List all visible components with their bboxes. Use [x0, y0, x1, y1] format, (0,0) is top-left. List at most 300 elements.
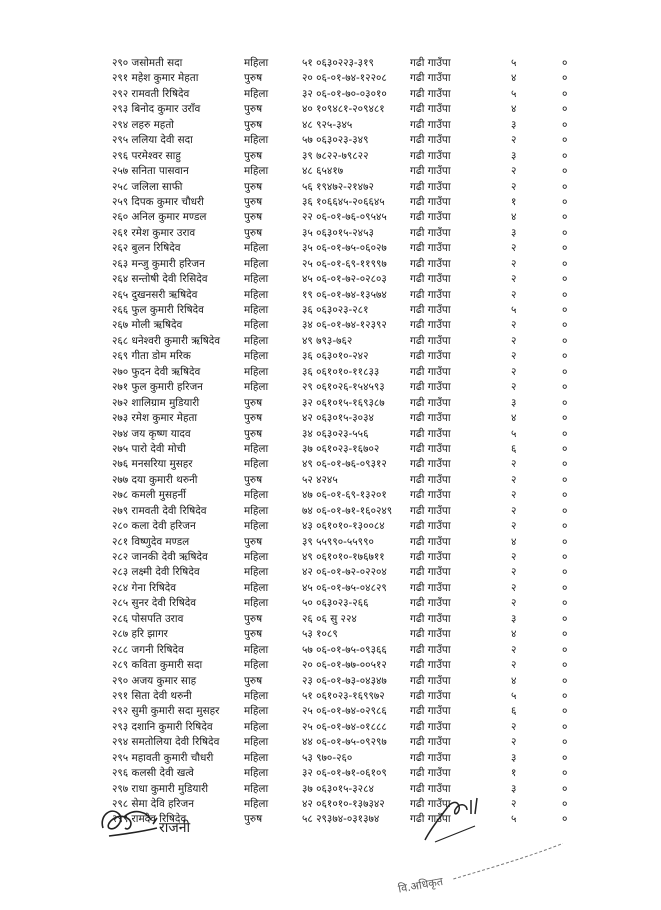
row-id: ३२ ०६-०१-७०-०३०१०	[302, 87, 387, 100]
row-zero: ०	[562, 720, 568, 733]
table-row	[0, 689, 661, 704]
row-id: ३७ ०६३०१५-३२८४	[302, 782, 374, 795]
row-id: ३२ ०६-०१-७१-०६१०९	[302, 767, 387, 780]
row-name: २९४ लहरु महतो	[112, 118, 174, 131]
row-id: ४० १०९४८१-२०९४८१	[302, 103, 385, 116]
row-id: ५७ ०६-०१-७५-०९३६६	[302, 643, 387, 656]
row-name: २७२ शालिग्राम मुडियारी	[112, 396, 200, 409]
row-zero: ०	[562, 504, 568, 517]
row-sex: पुरुष	[244, 226, 263, 239]
row-count: २	[511, 334, 517, 347]
row-sex: महिला	[244, 288, 269, 301]
row-count: २	[511, 551, 517, 563]
row-name: २९१ सिता देवी थरुनी	[112, 689, 192, 702]
row-address: गढी गाउँपा	[410, 118, 451, 131]
row-zero: ०	[562, 442, 568, 455]
row-name: २८४ गेना रिषिदेव	[112, 581, 177, 594]
table-row	[0, 751, 661, 766]
row-zero: ०	[562, 211, 568, 224]
row-sex: पुरुष	[244, 813, 263, 826]
row-id: ४९ ०६-०१-७६-०९३१२	[302, 458, 387, 471]
row-name: २७३ रमेश कुमार मेहता	[112, 412, 198, 425]
table-row	[0, 735, 661, 750]
row-id: ४८ ९२५-३४५	[302, 118, 353, 131]
row-sex: महिला	[244, 134, 269, 147]
row-address: गढी गाउँपा	[410, 628, 451, 641]
row-address: गढी गाउँपा	[410, 226, 451, 239]
row-zero: ०	[562, 381, 568, 394]
row-id: ५२ ४२४५	[302, 473, 338, 486]
row-count: २	[511, 134, 517, 147]
right-signature	[395, 780, 595, 896]
row-count: ५	[511, 87, 517, 100]
table-row	[0, 457, 661, 472]
row-name: २९४ समतोलिया देवी रिषिदेव	[112, 736, 220, 749]
table-row	[0, 303, 661, 318]
row-id: ५१ ०६१०२३-१६९९७२	[302, 689, 385, 702]
row-zero: ०	[562, 103, 568, 116]
row-address: गढी गाउँपा	[410, 304, 451, 316]
row-name: २८० कला देवी हरिजन	[112, 520, 196, 533]
row-name: २९५ महावती कुमारी चौधरी	[112, 751, 214, 764]
row-name: २६८ धनेश्वरी कुमारी ऋषिदेव	[112, 334, 221, 347]
row-sex: महिला	[244, 659, 269, 672]
row-id: ५० ०६३०२३-२६६	[302, 597, 369, 610]
row-zero: ०	[562, 149, 568, 162]
row-zero: ०	[562, 489, 568, 502]
table-row	[0, 596, 661, 611]
row-id: ४३ ०६१०१०-१३००८४	[302, 520, 385, 533]
table-row	[0, 164, 661, 179]
table-row	[0, 195, 661, 210]
row-name: २९३ बिनोद कुमार उराँव	[112, 103, 201, 116]
row-zero: ०	[562, 705, 568, 718]
row-sex: महिला	[244, 720, 269, 733]
row-count: ३	[511, 118, 517, 131]
row-id: ४५ ०६-०१-७५-०४८२९	[302, 581, 387, 594]
table-row	[0, 226, 661, 241]
row-address: गढी गाउँपा	[410, 72, 451, 85]
row-zero: ०	[562, 195, 568, 208]
row-address: गढी गाउँपा	[410, 381, 451, 394]
row-id: ३२ ०६१०१५-१६९३८७	[302, 396, 385, 409]
row-count: ३	[511, 612, 517, 625]
row-id: ३७ ०६१०२३-१६७०२	[302, 442, 380, 455]
row-zero: ०	[562, 782, 568, 795]
row-sex: महिला	[244, 273, 269, 286]
row-count: २	[511, 180, 517, 193]
row-id: ३६ १०६६४५-२०६६४५	[302, 195, 385, 208]
row-zero: ०	[562, 288, 568, 301]
row-name: २७० फुदन देवी ऋषिदेव	[112, 365, 201, 378]
row-zero: ०	[562, 165, 568, 178]
table-row	[0, 318, 661, 333]
row-sex: महिला	[244, 87, 269, 100]
row-name: २७६ मनसरिया मुसहर	[112, 458, 193, 471]
row-id: ५१ ०६३०२२३-३१९	[302, 57, 374, 69]
row-id: २३ ०६-०१-७३-०४३४७	[302, 674, 387, 687]
table-row	[0, 365, 661, 380]
row-count: २	[511, 798, 517, 810]
row-sex: महिला	[244, 57, 269, 69]
row-sex: पुरुष	[244, 628, 263, 641]
row-id: ३६ ०६३०१०-२४२	[302, 350, 369, 363]
row-id: ५६ १९४७२-२१४७२	[302, 180, 374, 193]
row-count: ४	[511, 412, 517, 425]
row-id: ४९ ७९३-७६२	[302, 334, 353, 347]
table-row	[0, 56, 661, 71]
row-sex: महिला	[244, 257, 269, 270]
row-zero: ०	[562, 396, 568, 409]
row-address: गढी गाउँपा	[410, 412, 451, 425]
row-address: गढी गाउँपा	[410, 551, 451, 563]
row-address: गढी गाउँपा	[410, 782, 451, 795]
row-name: २९१ महेश कुमार मेहता	[112, 72, 199, 85]
row-id: १९ ०६-०१-७४-१३५७४	[302, 288, 387, 301]
row-count: २	[511, 473, 517, 486]
row-sex: महिला	[244, 643, 269, 656]
row-zero: ०	[562, 689, 568, 702]
row-id: २५ ०६-०१-६९-११९९७	[302, 257, 387, 270]
row-address: गढी गाउँपा	[410, 103, 451, 116]
table-row	[0, 349, 661, 364]
table-row	[0, 71, 661, 86]
table-row	[0, 519, 661, 534]
row-count: ५	[511, 427, 517, 440]
row-sex: महिला	[244, 365, 269, 378]
row-zero: ०	[562, 751, 568, 764]
row-address: गढी गाउँपा	[410, 705, 451, 718]
table-row	[0, 380, 661, 395]
row-id: ४२ ०६१०१०-१३७३४२	[302, 798, 385, 810]
row-name: २७८ कमली मुसहर्नी	[112, 489, 186, 502]
row-name: २९९ रामदेव रिषिदेव	[112, 813, 187, 826]
row-sex: महिला	[244, 334, 269, 347]
row-zero: ०	[562, 273, 568, 286]
row-id: ४९ ०६१०१०-१७६७११	[302, 551, 385, 563]
row-sex: महिला	[244, 442, 269, 455]
row-sex: पुरुष	[244, 473, 263, 486]
row-name: २८९ कविता कुमारी सदा	[112, 659, 203, 672]
row-id: ४२ ०६३०१५-३०३४	[302, 412, 374, 425]
row-sex: महिला	[244, 689, 269, 702]
row-zero: ०	[562, 365, 568, 378]
row-address: गढी गाउँपा	[410, 489, 451, 502]
row-count: ४	[511, 211, 517, 224]
row-sex: महिला	[244, 520, 269, 533]
row-address: गढी गाउँपा	[410, 396, 451, 409]
row-id: २९ ०६१०२६-१५४५९३	[302, 381, 385, 394]
row-id: ४७ ०६-०१-६९-१३२०१	[302, 489, 387, 502]
row-zero: ०	[562, 87, 568, 100]
row-name: २८१ विष्णुदेव मण्डल	[112, 535, 190, 548]
row-sex: महिला	[244, 319, 269, 332]
row-name: २७४ जय कृष्ण यादव	[112, 427, 191, 440]
row-id: ५३ ९७०-२६०	[302, 751, 353, 764]
row-sex: महिला	[244, 736, 269, 749]
row-id: ५८ २९३७४-०३१३७४	[302, 813, 380, 826]
row-address: गढी गाउँपा	[410, 597, 451, 610]
row-count: २	[511, 165, 517, 178]
row-address: गढी गाउँपा	[410, 180, 451, 193]
row-count: २	[511, 520, 517, 533]
row-count: २	[511, 458, 517, 471]
row-zero: ०	[562, 257, 568, 270]
row-id: २५ ०६-०१-७४-०२९८६	[302, 705, 387, 718]
row-id: ३९ ५५९९०-५५९९०	[302, 535, 374, 548]
row-zero: ०	[562, 350, 568, 363]
row-count: २	[511, 365, 517, 378]
row-zero: ०	[562, 180, 568, 193]
row-name: २६७ मोली ऋषिदेव	[112, 319, 183, 332]
row-name: २५८ जलिला साफी	[112, 180, 183, 193]
table-row	[0, 149, 661, 164]
row-id: ४२ ०६-०१-७२-०२२०४	[302, 566, 387, 579]
row-name: २५७ सनिता पासवान	[112, 165, 189, 178]
row-count: १	[511, 767, 517, 780]
row-count: ५	[511, 689, 517, 702]
row-count: २	[511, 566, 517, 579]
row-name: २७७ दया कुमारी थरुनी	[112, 473, 198, 486]
right-stamp-text: वि.अधिकृत	[397, 874, 444, 896]
row-count: ३	[511, 782, 517, 795]
row-address: गढी गाउँपा	[410, 211, 451, 224]
table-row	[0, 442, 661, 457]
row-address: गढी गाउँपा	[410, 427, 451, 440]
row-name: २९७ राधा कुमारी मुडियारी	[112, 782, 209, 795]
row-zero: ०	[562, 736, 568, 749]
row-sex: महिला	[244, 566, 269, 579]
row-name: २९३ दशानि कुमारी रिषिदेव	[112, 720, 213, 733]
row-sex: पुरुष	[244, 674, 263, 687]
row-address: गढी गाउँपा	[410, 581, 451, 594]
row-name: २७९ रामवती देवी रिषिदेव	[112, 504, 207, 517]
row-count: ५	[511, 57, 517, 69]
row-name: २८७ हरि झागर	[112, 628, 168, 641]
table-row	[0, 504, 661, 519]
row-zero: ०	[562, 566, 568, 579]
table-row	[0, 257, 661, 272]
row-zero: ०	[562, 334, 568, 347]
row-address: गढी गाउँपा	[410, 520, 451, 533]
row-sex: महिला	[244, 751, 269, 764]
row-name: २७१ फुल कुमारी हरिजन	[112, 381, 203, 394]
row-zero: ०	[562, 535, 568, 548]
row-address: गढी गाउँपा	[410, 751, 451, 764]
row-count: २	[511, 381, 517, 394]
row-count: २	[511, 736, 517, 749]
row-zero: ०	[562, 674, 568, 687]
row-sex: महिला	[244, 767, 269, 780]
row-zero: ०	[562, 134, 568, 147]
row-address: गढी गाउँपा	[410, 767, 451, 780]
row-address: गढी गाउँपा	[410, 659, 451, 672]
row-id: ५७ ०६३०२३-३४९	[302, 134, 369, 147]
row-count: ३	[511, 149, 517, 162]
row-address: गढी गाउँपा	[410, 612, 451, 625]
table-row	[0, 643, 661, 658]
row-id: ३५ ०६-०१-७५-०६०२७	[302, 242, 387, 255]
row-id: ३४ ०६३०२३-५५६	[302, 427, 369, 440]
row-zero: ०	[562, 242, 568, 255]
row-count: २	[511, 273, 517, 286]
row-id: ७४ ०६-०१-७१-१६०२४९	[302, 504, 393, 517]
row-count: २	[511, 350, 517, 363]
table-row	[0, 210, 661, 225]
row-address: गढी गाउँपा	[410, 736, 451, 749]
row-zero: ०	[562, 304, 568, 316]
row-count: ४	[511, 72, 517, 85]
row-sex: पुरुष	[244, 427, 263, 440]
table-row	[0, 581, 661, 596]
row-id: ४५ ०६-०१-७२-०२८०३	[302, 273, 387, 286]
row-name: २६९ गीता डोम मरिक	[112, 350, 191, 363]
row-address: गढी गाउँपा	[410, 798, 451, 810]
row-zero: ०	[562, 57, 568, 69]
row-sex: महिला	[244, 304, 269, 316]
row-count: २	[511, 504, 517, 517]
left-signature-name: राजनी	[159, 820, 191, 836]
row-address: गढी गाउँपा	[410, 350, 451, 363]
table-row	[0, 272, 661, 287]
row-count: ४	[511, 103, 517, 116]
row-address: गढी गाउँपा	[410, 149, 451, 162]
row-zero: ०	[562, 798, 568, 810]
table-row	[0, 612, 661, 627]
table-row	[0, 550, 661, 565]
row-address: गढी गाउँपा	[410, 57, 451, 69]
row-zero: ०	[562, 551, 568, 563]
row-address: गढी गाउँपा	[410, 442, 451, 455]
table-row	[0, 473, 661, 488]
row-sex: पुरुष	[244, 195, 263, 208]
row-count: २	[511, 643, 517, 656]
row-sex: पुरुष	[244, 535, 263, 548]
row-zero: ०	[562, 319, 568, 332]
row-sex: महिला	[244, 705, 269, 718]
row-id: ४४ ०६-०१-७५-०९२९७	[302, 736, 387, 749]
row-address: गढी गाउँपा	[410, 689, 451, 702]
table-row	[0, 102, 661, 117]
row-address: गढी गाउँपा	[410, 365, 451, 378]
row-id: २० ०६-०१-७४-१२२०८	[302, 72, 387, 85]
row-address: गढी गाउँपा	[410, 334, 451, 347]
row-address: गढी गाउँपा	[410, 813, 451, 826]
row-count: ६	[511, 442, 517, 455]
row-name: २९६ परमेश्वर साहु	[112, 149, 181, 162]
row-count: ३	[511, 396, 517, 409]
row-id: २२ ०६-०१-७६-०९५४५	[302, 211, 387, 224]
table-row	[0, 334, 661, 349]
row-address: गढी गाउँपा	[410, 566, 451, 579]
row-sex: पुरुष	[244, 118, 263, 131]
row-sex: महिला	[244, 458, 269, 471]
row-zero: ०	[562, 612, 568, 625]
row-name: २६३ मन्जु कुमारी हरिजन	[112, 257, 205, 270]
row-zero: ०	[562, 72, 568, 85]
row-name: २८२ जानकी देवी ऋषिदेव	[112, 551, 208, 563]
row-sex: पुरुष	[244, 72, 263, 85]
row-id: २६ ०६ सु २२४	[302, 612, 357, 625]
row-sex: पुरुष	[244, 149, 263, 162]
row-name: २९८ सेमा देवि हरिजन	[112, 798, 194, 810]
table-row	[0, 704, 661, 719]
row-count: ४	[511, 674, 517, 687]
row-name: २६४ सन्तोषी देवी रिसिदेव	[112, 273, 208, 286]
row-count: २	[511, 597, 517, 610]
row-name: २९२ रामवती रिषिदेव	[112, 87, 190, 100]
table-row	[0, 133, 661, 148]
row-sex: पुरुष	[244, 211, 263, 224]
row-address: गढी गाउँपा	[410, 87, 451, 100]
row-zero: ०	[562, 118, 568, 131]
row-count: २	[511, 242, 517, 255]
row-count: ५	[511, 813, 517, 826]
table-row	[0, 565, 661, 580]
row-id: ४८ ६५४१७	[302, 165, 344, 178]
row-count: ४	[511, 535, 517, 548]
row-count: ३	[511, 751, 517, 764]
row-sex: पुरुष	[244, 103, 263, 116]
row-count: १	[511, 195, 517, 208]
table-row	[0, 87, 661, 102]
table-row	[0, 674, 661, 689]
row-sex: पुरुष	[244, 612, 263, 625]
row-sex: महिला	[244, 504, 269, 517]
row-count: २	[511, 288, 517, 301]
table-row	[0, 720, 661, 735]
row-zero: ०	[562, 412, 568, 425]
row-address: गढी गाउँपा	[410, 458, 451, 471]
row-id: २५ ०६-०१-७४-०१८८८	[302, 720, 387, 733]
row-address: गढी गाउँपा	[410, 242, 451, 255]
table-row	[0, 118, 661, 133]
row-sex: महिला	[244, 489, 269, 502]
row-count: २	[511, 489, 517, 502]
row-name: २६१ रमेश कुमार उराव	[112, 226, 196, 239]
row-id: ५३ १०८९	[302, 628, 338, 641]
row-zero: ०	[562, 813, 568, 826]
table-row	[0, 488, 661, 503]
row-sex: पुरुष	[244, 412, 263, 425]
row-count: ६	[511, 705, 517, 718]
left-signature	[95, 798, 205, 846]
row-address: गढी गाउँपा	[410, 273, 451, 286]
row-zero: ०	[562, 427, 568, 440]
row-count: ४	[511, 628, 517, 641]
row-name: २९० जसोमती सदा	[112, 57, 183, 69]
row-count: २	[511, 319, 517, 332]
row-id: २० ०६-०१-७७-००५१२	[302, 659, 387, 672]
table-row	[0, 411, 661, 426]
row-address: गढी गाउँपा	[410, 504, 451, 517]
row-count: ५	[511, 304, 517, 316]
row-name: २९२ सुमी कुमारी सदा मुसहर	[112, 705, 220, 718]
row-address: गढी गाउँपा	[410, 720, 451, 733]
table-row	[0, 180, 661, 195]
row-name: २६० अनिल कुमार मण्डल	[112, 211, 207, 224]
row-zero: ०	[562, 520, 568, 533]
row-name: २९६ कलसी देवी खत्वे	[112, 767, 194, 780]
row-name: २६२ बुलन रिषिदेव	[112, 242, 181, 255]
row-zero: ०	[562, 659, 568, 672]
table-row	[0, 396, 661, 411]
row-count: २	[511, 257, 517, 270]
table-row	[0, 627, 661, 642]
row-address: गढी गाउँपा	[410, 535, 451, 548]
row-name: २६५ दुखनसरी ऋषिदेव	[112, 288, 198, 301]
row-name: २९५ ललिया देवी सदा	[112, 134, 193, 147]
